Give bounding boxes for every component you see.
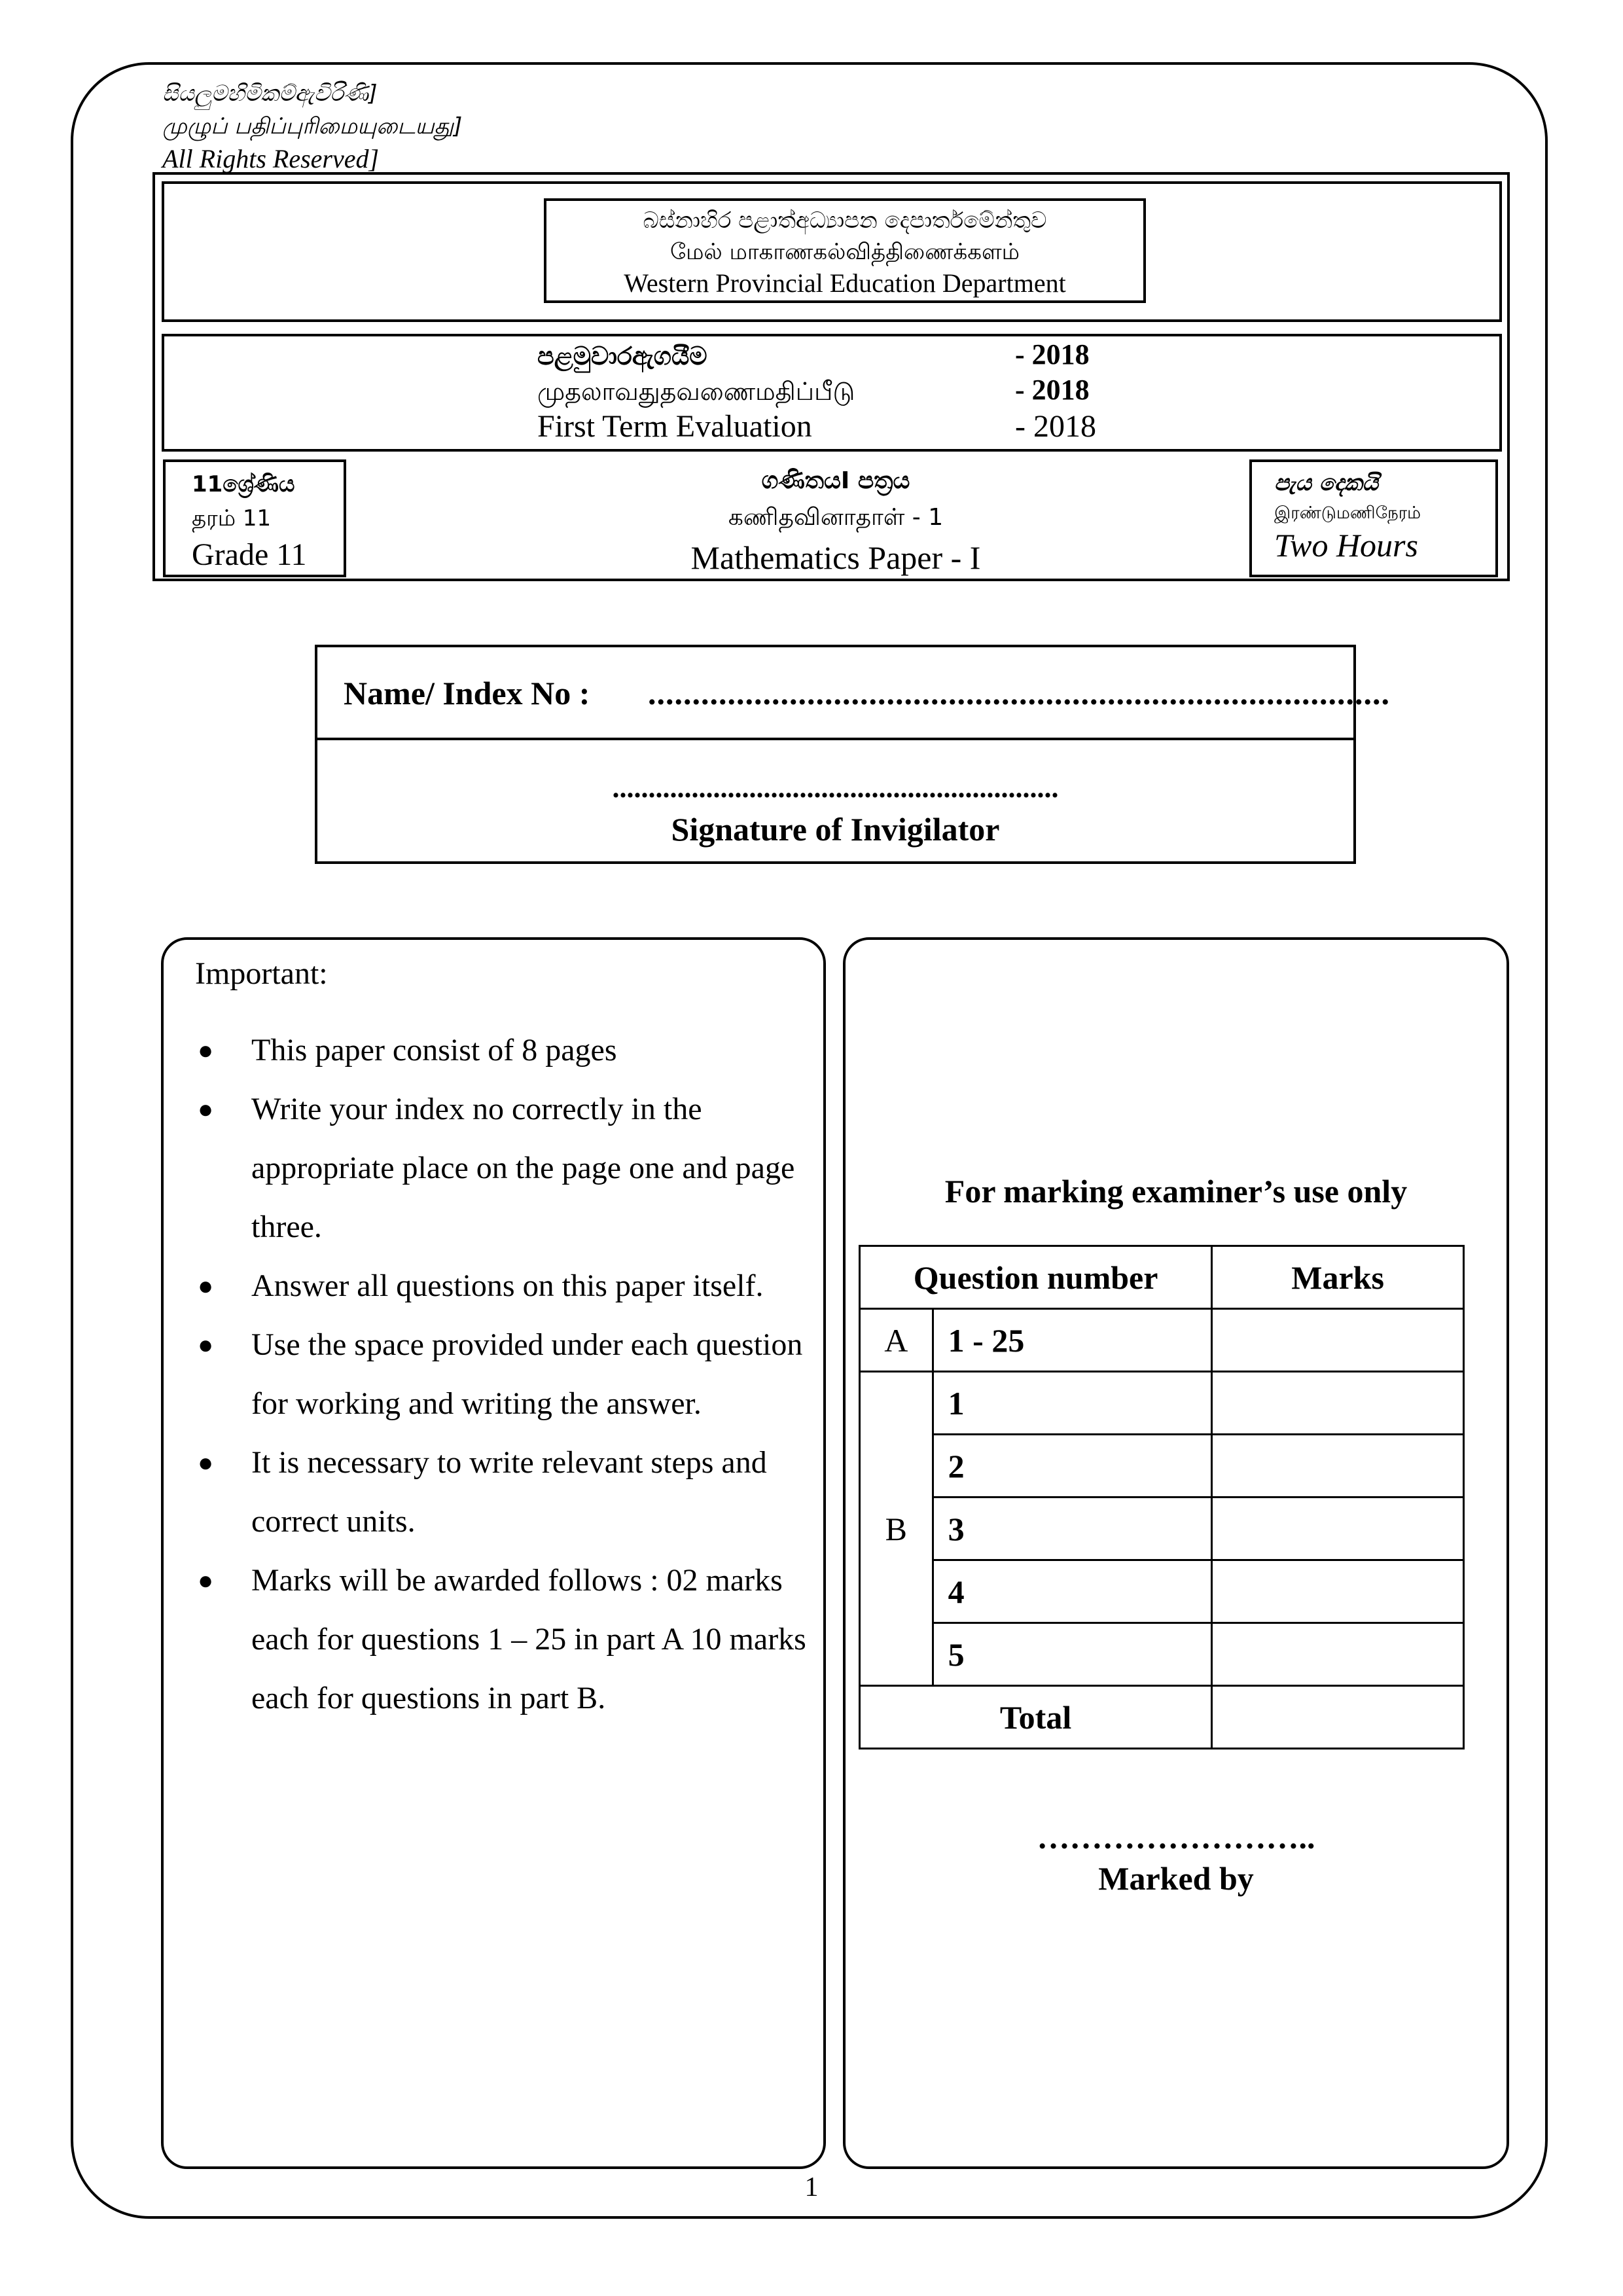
table-row	[860, 1309, 1464, 1372]
grade-tamil: தரம் 11	[192, 505, 272, 531]
question-number: 5	[933, 1623, 1212, 1686]
paper-english: Mathematics Paper - I	[690, 539, 981, 576]
evaluation-english: First Term Evaluation	[537, 409, 812, 444]
marked-by-field[interactable]: ……………………..	[1037, 1819, 1315, 1856]
marks-table	[859, 1245, 1465, 1749]
name-index-label: Name/ Index No :	[344, 675, 590, 711]
table-row	[860, 1560, 1464, 1623]
paper-sinhala: ගණිතයI පත්‍රය	[761, 467, 910, 494]
department-tamil: மேல் மாகாணகல்வித்திணைக்களம்	[669, 239, 1020, 265]
grade-sinhala: 11ශ්‍රේණිය	[192, 471, 295, 497]
duration-box	[1249, 459, 1498, 577]
rights-sinhala: සියලුමහිමිකම්ඇවිරිණි]	[162, 81, 378, 107]
candidate-divider	[317, 738, 1353, 740]
marks-header: Marks	[1212, 1246, 1464, 1309]
marks-cell[interactable]	[1212, 1498, 1464, 1560]
part-a-range: 1 - 25	[933, 1309, 1212, 1372]
table-row	[860, 1435, 1464, 1498]
question-number: 1	[933, 1372, 1212, 1435]
candidate-box	[315, 645, 1390, 864]
instructions-list	[195, 1021, 810, 1728]
rights-tamil: முழுப் பதிப்புரிமையுடையது]	[162, 113, 463, 139]
table-row	[860, 1498, 1464, 1560]
total-row	[860, 1686, 1464, 1749]
marks-cell[interactable]	[1212, 1623, 1464, 1686]
instruction-item: ● Answer all questions on this paper itself.	[195, 1257, 810, 1316]
total-marks-cell[interactable]	[1212, 1686, 1464, 1749]
exam-header	[152, 172, 1510, 581]
total-label: Total	[860, 1686, 1212, 1749]
question-number: 2	[933, 1435, 1212, 1498]
evaluation-year-sinhala: - 2018	[1015, 338, 1090, 370]
marks-cell[interactable]	[1212, 1435, 1464, 1498]
marked-by-label: Marked by	[1098, 1860, 1254, 1897]
duration-english: Two Hours	[1274, 527, 1418, 564]
table-row	[860, 1623, 1464, 1686]
bullet-icon: ●	[198, 1330, 214, 1359]
paper-title	[535, 463, 1137, 579]
duration-sinhala: පැය දෙකයි	[1274, 470, 1379, 496]
table-header-row	[860, 1246, 1464, 1309]
evaluation-year-tamil: - 2018	[1015, 374, 1090, 406]
question-number: 3	[933, 1498, 1212, 1560]
page-number: 1	[804, 2172, 819, 2202]
instruction-item: ● It is necessary to write relevant steps and correct units.	[195, 1433, 810, 1551]
bullet-icon: ●	[198, 1448, 214, 1477]
evaluation-sinhala: පළමුවාරඇගයීම	[537, 342, 707, 370]
part-a-label: A	[860, 1309, 933, 1372]
department-box	[544, 198, 1146, 303]
instruction-item: ● Marks will be awarded follows : 02 marks each for questions 1 – 25 in part A 10 marks each for questions in part B.	[195, 1551, 810, 1728]
instruction-item: ● This paper consist of 8 pages	[195, 1021, 810, 1080]
department-english: Western Provincial Education Department	[624, 268, 1066, 298]
grade-english: Grade 11	[192, 537, 307, 572]
evaluation-tamil: முதலாவதுதவணைமதிப்பீடு	[537, 377, 855, 406]
marking-title: For marking examiner’s use only	[944, 1173, 1408, 1210]
name-index-field[interactable]: ....................................................................................	[648, 675, 1390, 711]
paper-tamil: கணிதவினாதாள் - 1	[728, 504, 944, 531]
department-sinhala: බස්නාහිර පළාත්අධ්‍යාපන දෙපාර්තමේන්තුව	[643, 207, 1047, 234]
evaluation-year-english: - 2018	[1015, 409, 1096, 444]
marks-cell[interactable]	[1212, 1372, 1464, 1435]
copyright-notice	[162, 77, 462, 175]
signature-field[interactable]: ..............................................................	[612, 772, 1059, 804]
marks-cell[interactable]	[1212, 1309, 1464, 1372]
signature-label: Signature of Invigilator	[671, 811, 1000, 848]
rights-english: All Rights Reserved]	[162, 144, 380, 173]
marks-cell[interactable]	[1212, 1560, 1464, 1623]
department-section	[162, 181, 1502, 322]
part-b-label: B	[860, 1372, 933, 1686]
table-row	[860, 1372, 1464, 1435]
duration-tamil: இரண்டுமணிநேரம்	[1274, 503, 1421, 523]
bullet-icon: ●	[198, 1566, 214, 1595]
grade-box	[163, 459, 346, 577]
bullet-icon: ●	[198, 1271, 214, 1300]
bullet-icon: ●	[198, 1035, 214, 1065]
instruction-item: ● Use the space provided under each question for working and writing the answer.	[195, 1316, 810, 1433]
instruction-item: ● Write your index no correctly in the appropriate place on the page one and page three.	[195, 1080, 810, 1257]
question-number: 4	[933, 1560, 1212, 1623]
instructions-title: Important:	[195, 956, 328, 991]
evaluation-section	[162, 334, 1502, 452]
question-number-header: Question number	[860, 1246, 1212, 1309]
bullet-icon: ●	[198, 1094, 214, 1124]
